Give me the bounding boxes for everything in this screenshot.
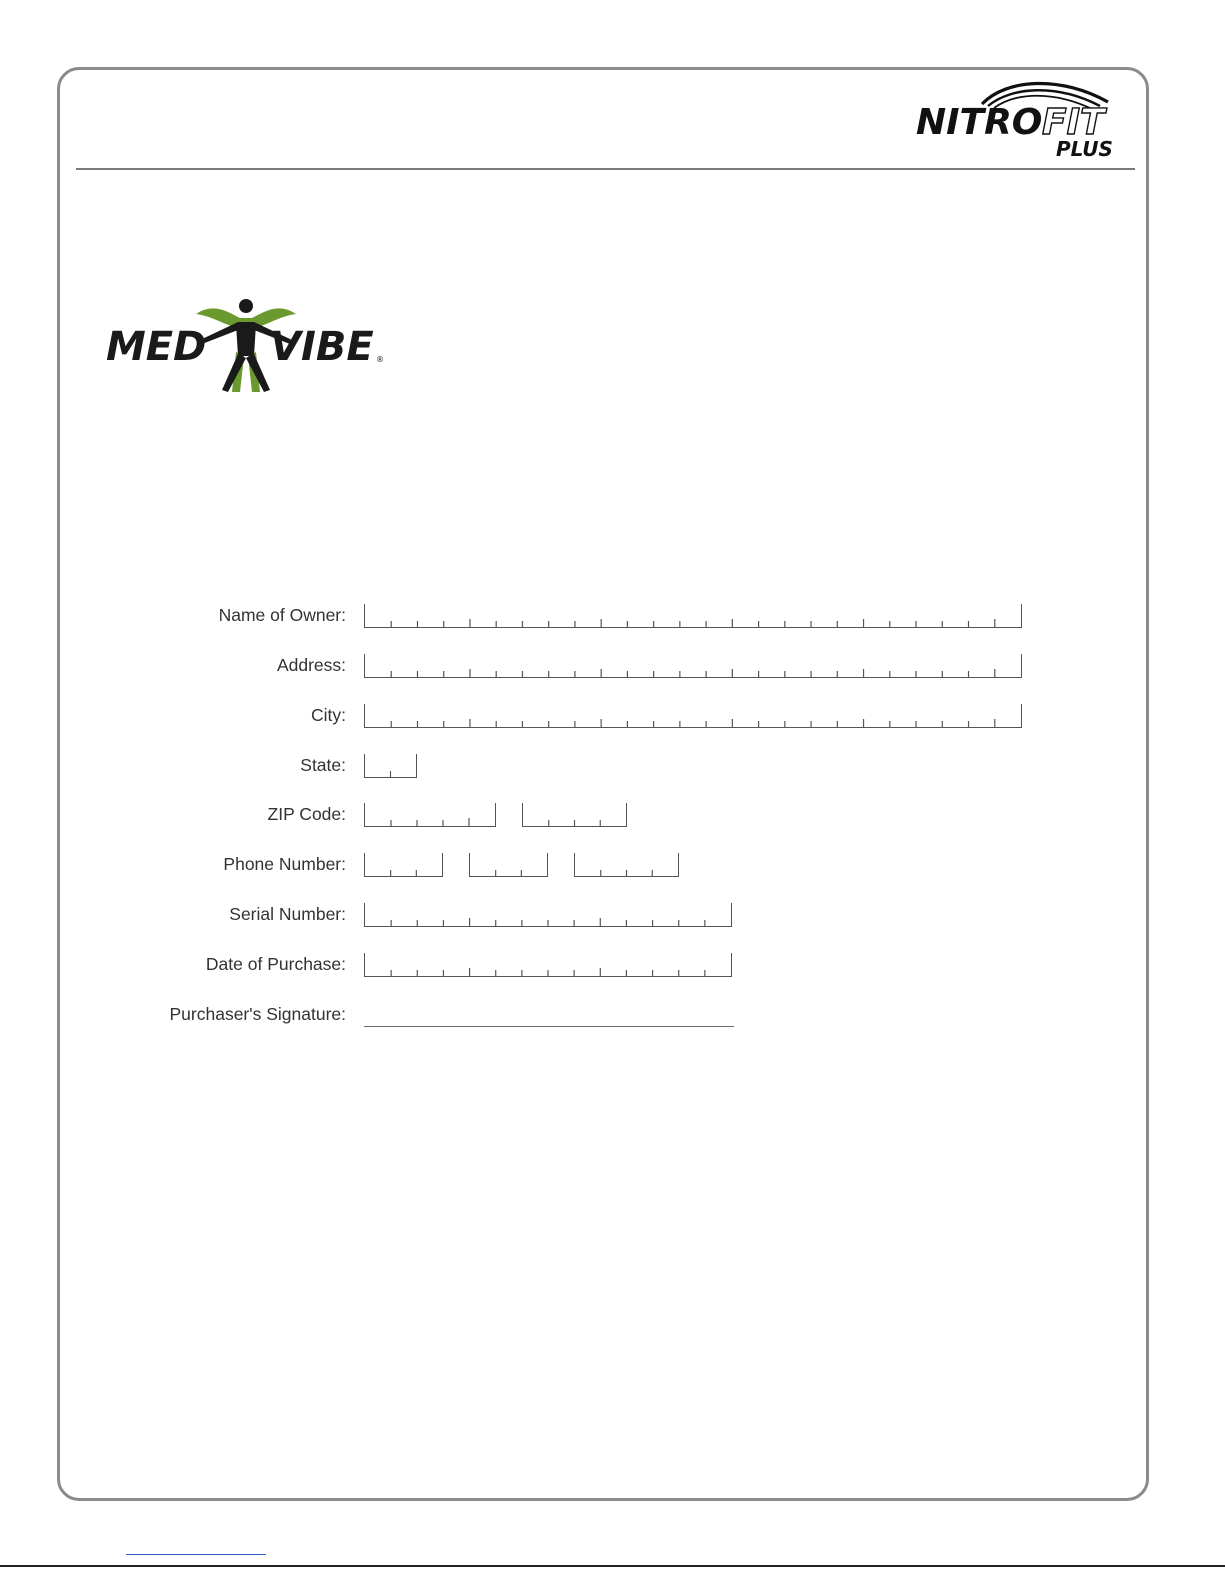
footer-rule — [0, 1565, 1225, 1567]
field-label: Address: — [276, 655, 346, 675]
medvibe-logo — [104, 294, 388, 396]
character-box-field[interactable] — [364, 903, 732, 927]
field-label: Phone Number: — [223, 854, 346, 874]
character-box-field[interactable] — [364, 853, 443, 877]
form-row — [0, 604, 1225, 632]
form-row — [0, 853, 1225, 881]
character-box-field[interactable] — [364, 803, 496, 827]
logo-text-main: NITRO — [916, 102, 1043, 143]
form-row — [0, 754, 1225, 782]
character-box-field[interactable] — [522, 803, 627, 827]
logo-text-left: MED — [106, 324, 207, 370]
logo-text-right: VIBE — [270, 324, 374, 370]
form-row — [0, 953, 1225, 981]
character-box-field[interactable] — [574, 853, 679, 877]
field-label: City: — [311, 705, 346, 725]
field-label: ZIP Code: — [267, 804, 346, 824]
form-row — [0, 704, 1225, 732]
signature-line[interactable] — [364, 1003, 734, 1027]
form-row — [0, 1003, 1225, 1031]
field-label: Serial Number: — [229, 904, 346, 924]
form-row — [0, 803, 1225, 831]
character-box-field[interactable] — [364, 704, 1022, 728]
character-box-field[interactable] — [469, 853, 548, 877]
field-label: State: — [300, 755, 346, 775]
character-box-field[interactable] — [364, 953, 732, 977]
form-row — [0, 654, 1225, 682]
footer-link-underline — [126, 1554, 266, 1555]
page-frame — [57, 67, 1149, 1501]
character-box-field[interactable] — [364, 754, 417, 778]
field-label: Name of Owner: — [218, 605, 346, 625]
field-label: Date of Purchase: — [205, 954, 346, 974]
field-label: Purchaser's Signature: — [169, 1004, 346, 1024]
character-box-field[interactable] — [364, 604, 1022, 628]
logo-text-accent: FIT — [1042, 102, 1105, 143]
logo-registered-mark: ® — [376, 355, 384, 364]
header-divider — [76, 168, 1135, 170]
form-row — [0, 903, 1225, 931]
logo-text-sub: PLUS — [1056, 137, 1113, 160]
character-box-field[interactable] — [364, 654, 1022, 678]
nitrofit-plus-logo — [912, 76, 1124, 160]
